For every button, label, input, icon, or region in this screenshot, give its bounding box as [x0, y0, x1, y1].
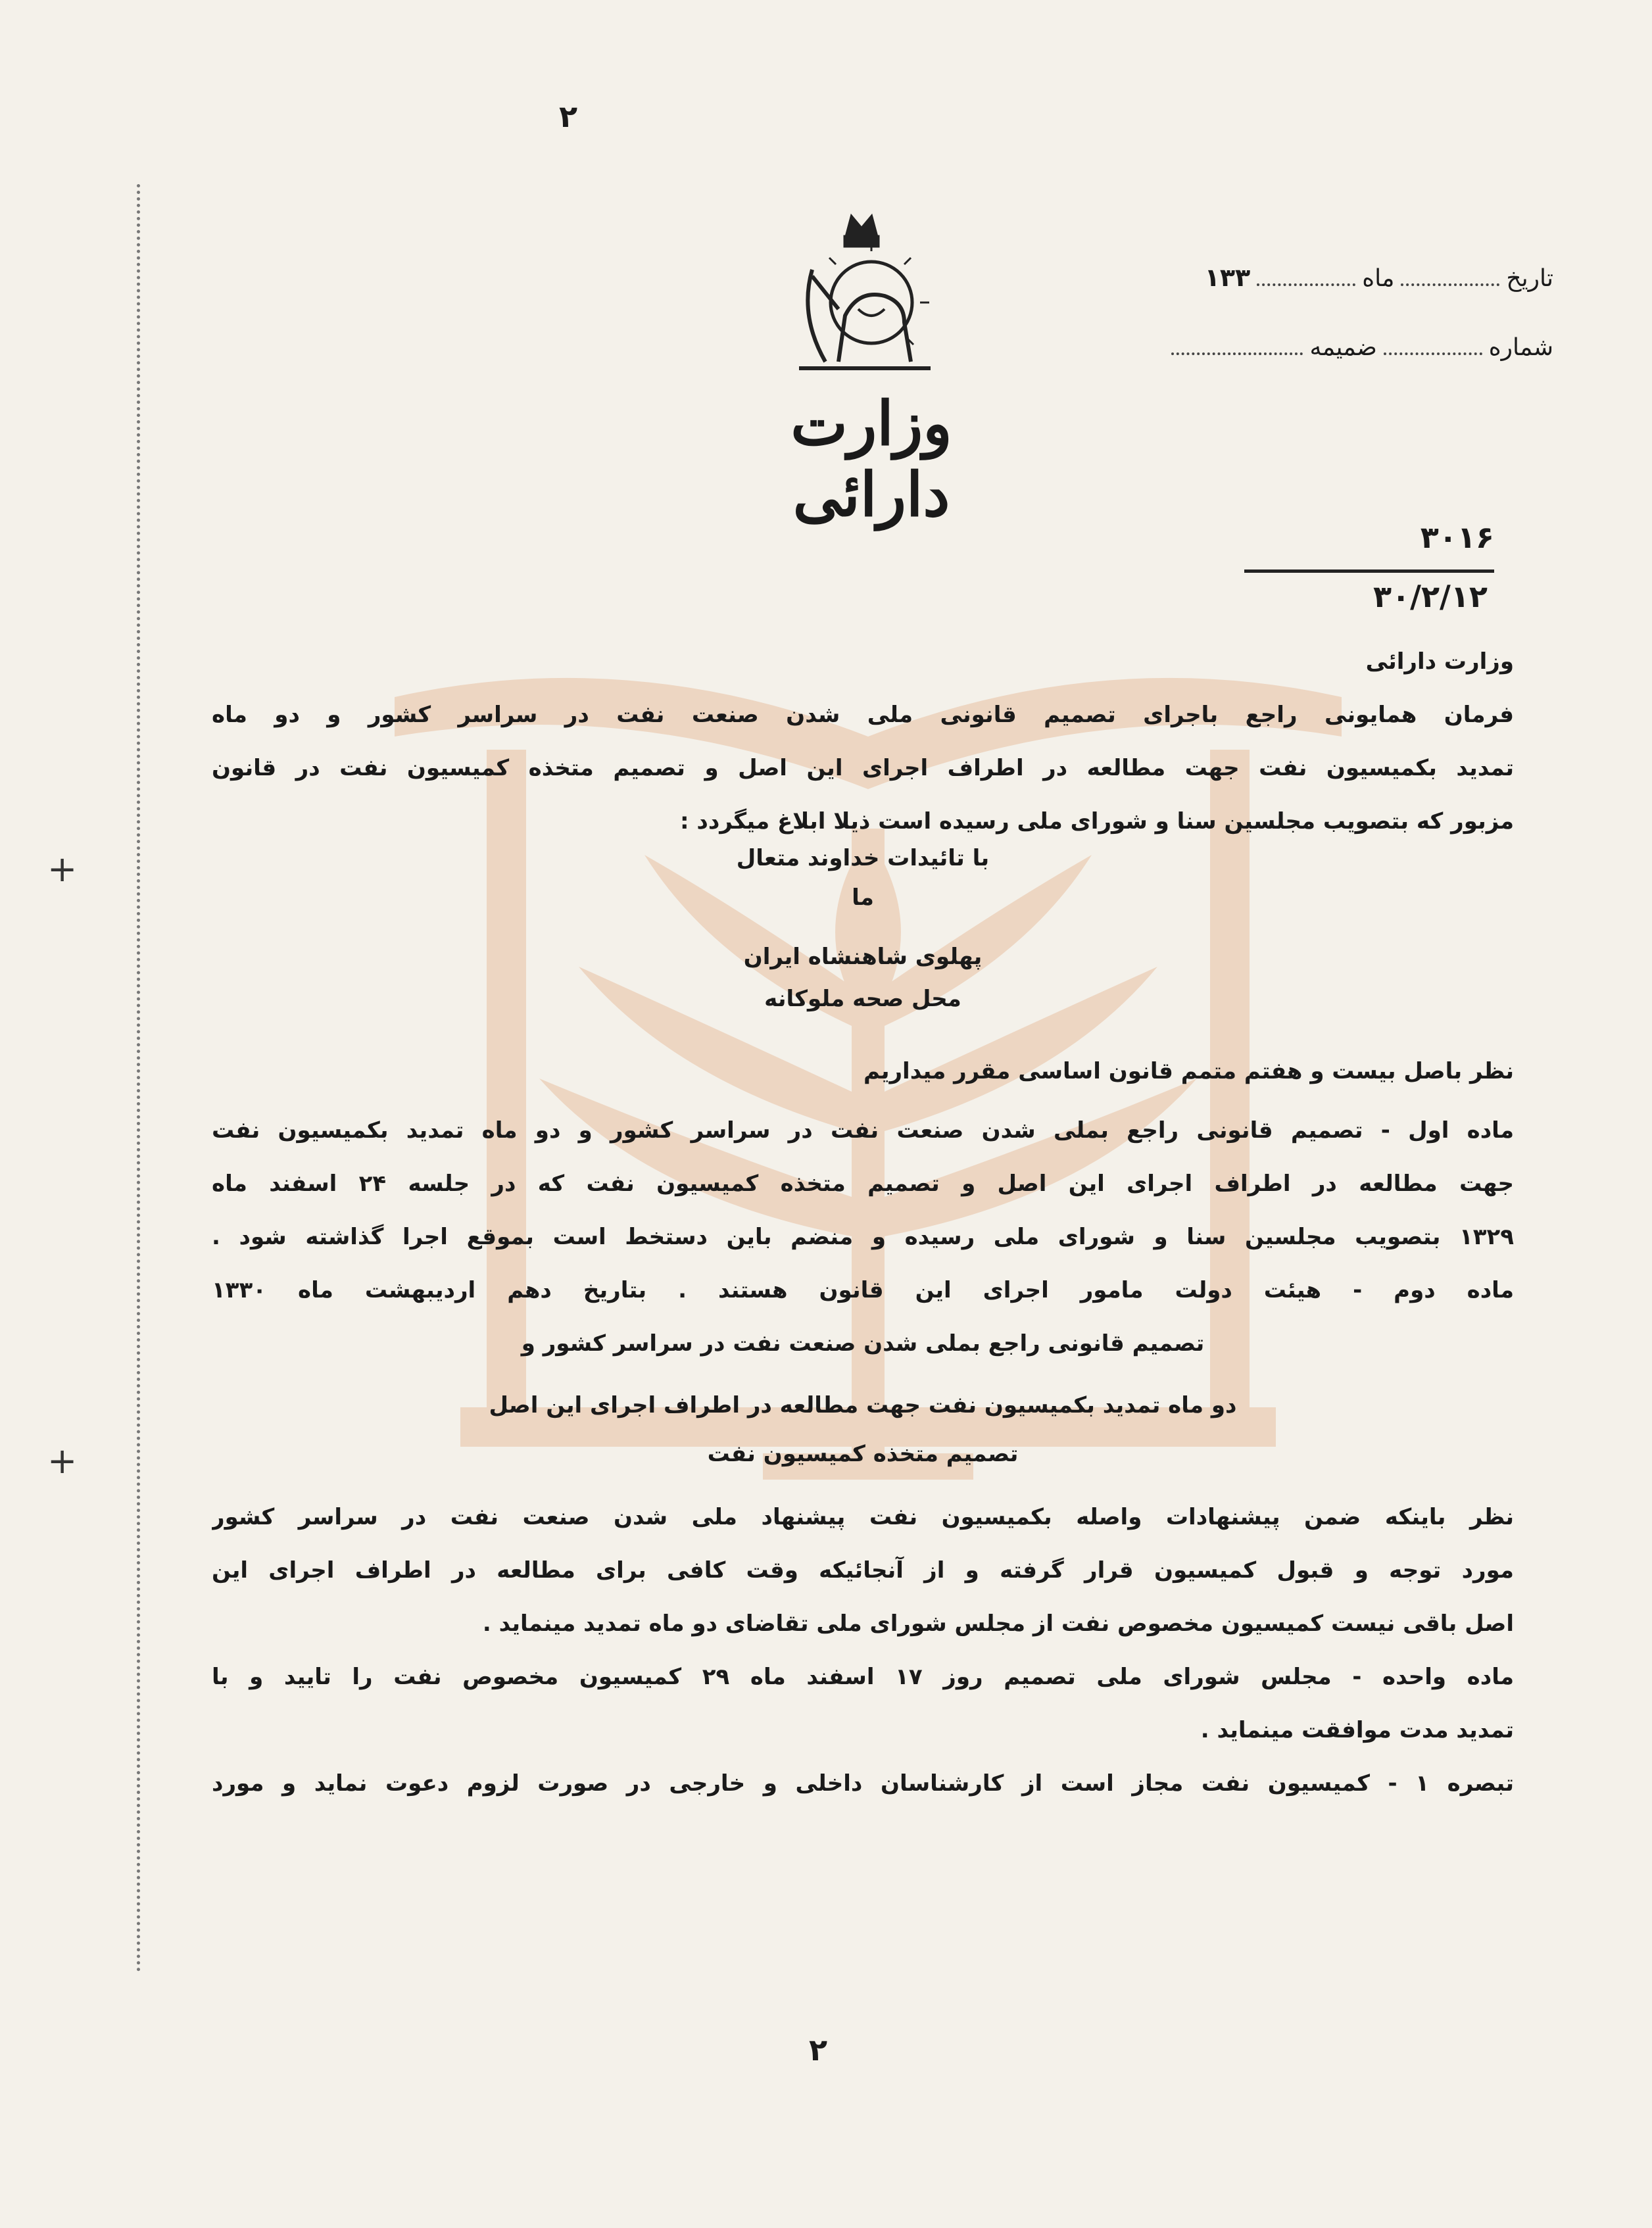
document-date: ۳۰/۲/۱۲ [1373, 579, 1488, 614]
registration-mark-icon: + [47, 848, 78, 890]
date-label: تاریخ [1506, 265, 1553, 292]
body-line: فرمان همایونی راجع باجرای تصمیم قانونی ملی شدن صنعت نفت در سراسر کشور و دو ماه [212, 702, 1514, 728]
date-field [1205, 263, 1553, 312]
body-line: تصمیم قانونی راجع بملی شدن صنعت نفت در سراسر کشور و [521, 1330, 1205, 1357]
body-line: تصمیم متخذه کمیسیون نفت [707, 1441, 1019, 1467]
body-line: دو ماه تمدید بکمیسیون نفت جهت مطالعه در اطراف اجرای این اصل [489, 1392, 1237, 1418]
body-line: ما [852, 884, 874, 911]
body-line: ماده واحده - مجلس شورای ملی تصمیم روز ۱۷ اسفند ماه ۲۹ کمیسیون مخصوص نفت را تایید و با [212, 1664, 1514, 1690]
attachment-label: ضمیمه [1309, 334, 1377, 361]
letter-body [212, 644, 1514, 1820]
dotted-blank [1171, 335, 1303, 355]
body-line: نظر باصل بیست و هفتم متمم قانون اساسی مقرر میداریم [863, 1058, 1514, 1084]
dotted-blank [1401, 266, 1499, 286]
body-line: جهت مطالعه در اطراف اجرای این اصل و تصمیم متخذه کمیسیون نفت که در جلسه ۲۴ اسفند ماه [212, 1171, 1514, 1197]
body-line: نظر باینکه ضمن پیشنهادات واصله بکمیسیون نفت پیشنهاد ملی شدن صنعت نفت در سراسر کشور [212, 1504, 1514, 1530]
ministry-letterhead: وزارت دارائی [790, 388, 952, 530]
month-label: ماه [1362, 265, 1395, 292]
number-label: شماره [1488, 334, 1553, 361]
body-line: تمدید بکمیسیون نفت جهت مطالعه در اطراف اجرای این اصل و تصمیم متخذه کمیسیون نفت در قانون [212, 755, 1514, 781]
registration-mark-icon: + [47, 1440, 78, 1482]
body-line: ماده دوم - هیئت دولت مامور اجرای این قانون هستند . بتاریخ دهم اردیبهشت ماه ۱۳۳۰ [212, 1277, 1514, 1303]
body-line: تمدید مدت موافقت مینماید . [1200, 1717, 1514, 1743]
dotted-blank [1257, 266, 1355, 286]
body-line: ماده اول - تصمیم قانونی راجع بملی شدن صنعت نفت در سراسر کشور و دو ماه تمدید بکمیسیون نفت [212, 1117, 1514, 1144]
lion-and-sun-emblem-icon [773, 210, 950, 388]
document-number-rule [1244, 569, 1494, 573]
page-number-top: ۲ [559, 99, 578, 134]
dotted-blank [1384, 335, 1482, 355]
body-line: پهلوی شاهنشاه ایران [743, 944, 983, 970]
body-line: محل صحه ملوکانه [764, 986, 961, 1012]
body-line: وزارت دارائی [1365, 648, 1514, 675]
body-line: مزبور که بتصویب مجلسین سنا و شورای ملی رسیده است ذیلا ابلاغ میگردد : [679, 808, 1514, 835]
body-line: با تائیدات خداوند متعال [736, 845, 990, 871]
body-line: ۱۳۲۹ بتصویب مجلسین سنا و شورای ملی رسیده و منضم باین دستخط است بموقع اجرا گذاشته شود . [212, 1224, 1514, 1250]
body-line: مورد توجه و قبول کمیسیون قرار گرفته و از آنجائیکه وقت کافی برای مطالعه در اطراف اجرای این [212, 1557, 1514, 1584]
number-field [1171, 334, 1553, 383]
page-number-bottom: ۲ [809, 2032, 828, 2068]
body-line: تبصره ۱ - کمیسیون نفت مجاز است از کارشناسان داخلی و خارجی در صورت لزوم دعوت نماید و مورد [212, 1770, 1514, 1797]
year-value: ۱۳۳ [1204, 263, 1251, 292]
dotted-margin-line [137, 184, 140, 1973]
body-line: اصل باقی نیست کمیسیون مخصوص نفت از مجلس شورای ملی تقاضای دو ماه تمدید مینماید . [482, 1610, 1514, 1637]
document-number: ۳۰۱۶ [1420, 520, 1494, 555]
